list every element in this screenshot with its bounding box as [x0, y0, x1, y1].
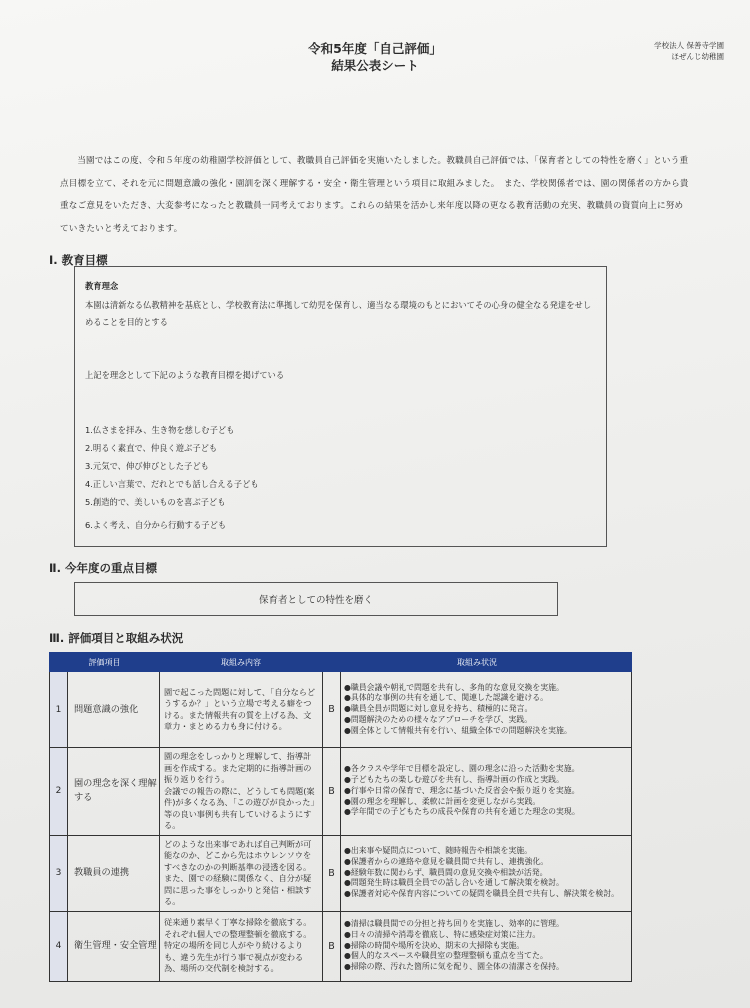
- row-item: 教職員の連携: [68, 835, 160, 911]
- school-kindergarten: ほぜんじ幼稚園: [671, 52, 724, 61]
- title-line-1: 令和5年度「自己評価」: [308, 41, 442, 56]
- table-row: [50, 835, 632, 911]
- goal-item: 5.創造的で、美しいものを喜ぶ子ども: [85, 497, 226, 507]
- table-row: [50, 911, 632, 981]
- philosophy-text: 本園は清新なる仏教精神を基底とし、学校教育法に準拠して幼児を保育し、適当なる環境のもとにおいてその心身の健全なる発達をせしめることを目的とする: [85, 300, 592, 327]
- title-line-2: 結果公表シート: [331, 58, 419, 73]
- table-row: [50, 672, 632, 748]
- row-content: 従来通り素早く丁寧な掃除を徹底する。それぞれ個人での整理整頓を徹底する。 特定の場所を同じ人がやり続けるよりも、違う先生が行う事で視点が変わる為、場所の交代制を検討する。: [160, 911, 323, 981]
- goal-item: 1.仏さまを拝み、生き物を慈しむ子ども: [85, 425, 235, 435]
- goal-item: 3.元気で、伸び伸びとした子ども: [85, 461, 209, 471]
- header-item: 評価項目: [50, 653, 160, 672]
- focus-goal-text: 保育者としての特性を磨く: [258, 595, 373, 606]
- row-item: 問題意識の強化: [68, 672, 160, 748]
- row-content: 園の理念をしっかりと理解して、指導計画を作成する。また定期的に指導計画の振り返りを行う。 会議での報告の際に、どうしても問題(案件)が多くなる為、「この遊びが良かった」等の良い事例も共有していけるようにする。: [160, 748, 323, 836]
- goals-lead: 上記を理念として下記のような教育目標を掲げている: [85, 370, 285, 380]
- row-item: 衛生管理・安全管理: [68, 911, 160, 981]
- section-2-heading: Ⅱ. 今年度の重点目標: [49, 561, 157, 575]
- row-status: ●各クラスや学年で目標を設定し、園の理念に沿った活動を実施。 ●子どもたちの楽しむ遊びを共有し、指導計画の作成と実践。 ●行事や日常の保育で、理念に基づいた反省会や振り返りを実施。 ●園の理念を理解し、柔軟に計画を変更しながら実践。 ●学年間での子どもたちの成長や保育の共有を通じた理念の実現。: [341, 748, 632, 836]
- philosophy-label: 教育理念: [85, 281, 119, 291]
- row-number: 3: [50, 835, 68, 911]
- row-status: ●職員会議や朝礼で問題を共有し、多角的な意見交換を実施。 ●具体的な事例の共有を通して、関連した認識を避ける。 ●職員全員が問題に対し意見を持ち、積極的に発言。 ●問題解決のための様々なアプローチを学び、実践。 ●園全体として情報共有を行い、組織全体での問題解決を実施。: [341, 672, 632, 748]
- section-1-heading: Ⅰ. 教育目標: [49, 253, 108, 267]
- row-grade: B: [323, 672, 341, 748]
- goal-item: 2.明るく素直で、仲良く遊ぶ子ども: [85, 443, 218, 453]
- document-title: [0, 40, 750, 74]
- row-item: 園の理念を深く理解する: [68, 748, 160, 836]
- row-number: 2: [50, 748, 68, 836]
- row-grade: B: [323, 748, 341, 836]
- school-corp: 学校法人 保善寺学園: [654, 41, 724, 50]
- header-status: 取組み状況: [323, 653, 632, 672]
- row-status: ●出来事や疑問点について、随時報告や相談を実施。 ●保護者からの連絡や意見を職員間で共有し、連携強化。 ●経験年数に関わらず、職員間の意見交換や相談が活発。 ●問題発生時は職員全員での話し合いを通して解決策を検討。 ●保護者対応や保育内容についての疑問を職員全員で共有し、解決策を検討。: [341, 835, 632, 911]
- row-grade: B: [323, 835, 341, 911]
- row-content: どのような出来事であれば自己判断が可能なのか、どこから先はホウレンソウをすべきなのかの判断基準の浸透を図る。また、園での経験に関係なく、自分が疑問に思った事をしっかりと発信・相談する。: [160, 835, 323, 911]
- row-status: ●清掃は職員間での分担と持ち回りを実施し、効率的に管理。 ●日々の清掃や消毒を徹底し、特に感染症対策に注力。 ●掃除の時間や場所を決め、期末の大掃除も実施。 ●個人的なスペースや職員室の整理整頓も重点を当てた。 ●掃除の際、汚れた箇所に気を配り、園全体の清潔さを保持。: [341, 911, 632, 981]
- focus-goal-box: [74, 582, 558, 616]
- row-grade: B: [323, 911, 341, 981]
- row-content: 園で起こった問題に対して、「自分ならどうするか？」という立場で考える癖をつける。また情報共有の質を上げる為、文章力・まとめる力も身に付ける。: [160, 672, 323, 748]
- row-number: 4: [50, 911, 68, 981]
- header-content: 取組み内容: [160, 653, 323, 672]
- row-number: 1: [50, 672, 68, 748]
- section-3-heading: Ⅲ. 評価項目と取組み状況: [49, 631, 184, 645]
- table-row: [50, 748, 632, 836]
- goal-item: 6.よく考え、自分から行動する子ども: [85, 520, 227, 530]
- evaluation-table: [49, 652, 632, 982]
- intro-paragraph: 当園ではこの度、令和５年度の幼稚園学校評価として、教職員自己評価を実施いたしました。教職員自己評価では、「保育者としての特性を磨く」という重点目標を立て、それを元に問題意識の強化・園訓を深く理解する・安全・衛生管理という項目に取組みました。 また、学校関係者では、園の関係者の方から貴重なご意見をいただき、大変参考になったと教職員一同考えております。これらの結果を活かし来年度以降の更なる教育活動の充実、教職員の資質向上に努めていきたいと考えております。: [60, 156, 689, 234]
- table-header-row: [50, 653, 632, 672]
- goal-item: 4.正しい言葉で、だれとでも話し合える子ども: [85, 479, 259, 489]
- education-goals-box: [74, 266, 607, 547]
- school-name: [654, 40, 724, 62]
